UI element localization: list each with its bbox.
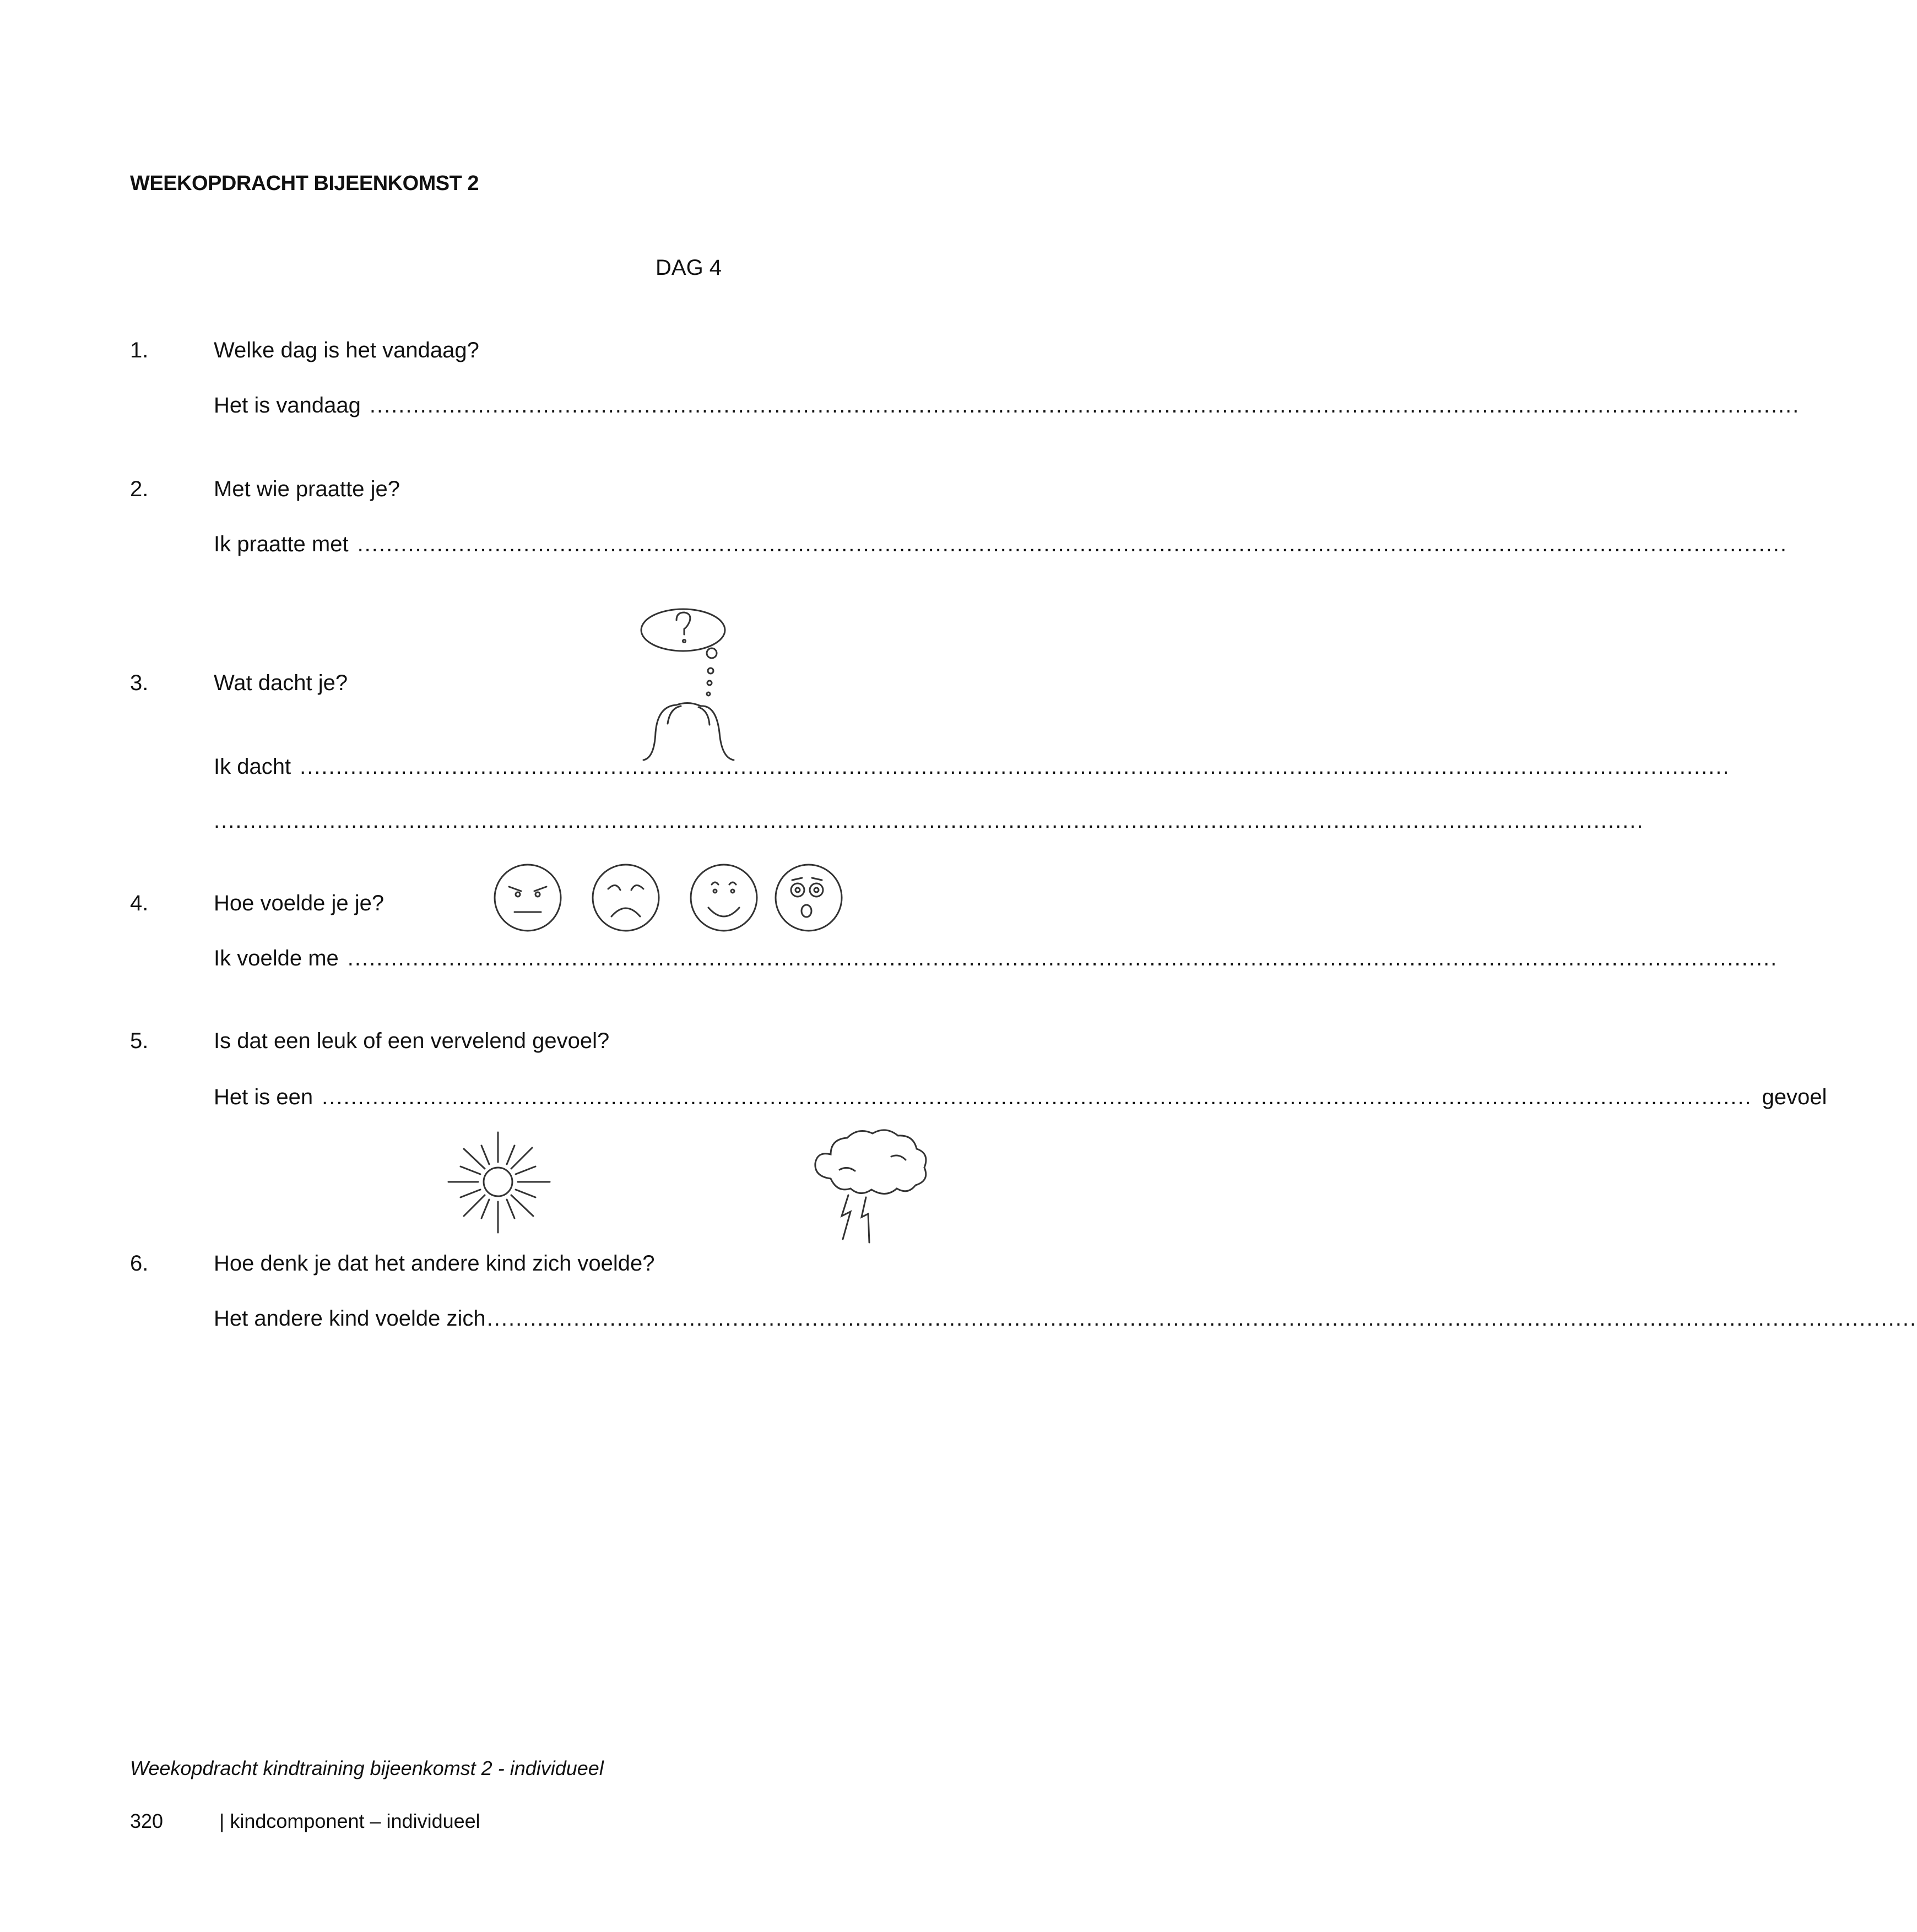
footer-caption: Weekopdracht kindtraining bijeenkomst 2 - individueel <box>130 1757 604 1779</box>
answer-2-line[interactable] <box>214 532 1788 557</box>
question-3-text: Wat dacht je? <box>214 671 348 695</box>
answer-3-dots: ...................................................................................................................................................................................................... <box>300 755 1730 779</box>
answer-4-line[interactable] <box>214 946 1778 971</box>
happy-face-icon <box>685 859 762 936</box>
question-2-text: Met wie praatte je? <box>214 477 400 501</box>
answer-5-label: Het is een <box>214 1085 313 1109</box>
sun-icon <box>442 1127 557 1237</box>
angry-face-icon <box>489 859 566 936</box>
answer-2-label: Ik praatte met <box>214 532 349 556</box>
answer-4-dots: ...................................................................................................................................................................................................... <box>347 946 1778 970</box>
answer-6-label: Het andere kind voelde zich <box>214 1306 486 1331</box>
sad-face-icon <box>587 859 664 936</box>
page-number: 320 <box>130 1810 164 1832</box>
answer-3-line[interactable] <box>214 755 1730 779</box>
answer-5-line[interactable] <box>214 1085 1827 1110</box>
question-5-text: Is dat een leuk of een vervelend gevoel? <box>214 1029 610 1053</box>
storm-cloud-icon <box>809 1124 941 1245</box>
question-6-number: 6. <box>130 1251 149 1276</box>
footer-section: | kindcomponent – individueel <box>219 1810 480 1832</box>
answer-1-dots: ...................................................................................................................................................................................................... <box>369 393 1800 417</box>
question-1-text: Welke dag is het vandaag? <box>214 338 479 362</box>
question-4-number: 4. <box>130 891 149 915</box>
answer-4-label: Ik voelde me <box>214 946 339 970</box>
answer-5-suffix: gevoel <box>1762 1085 1827 1109</box>
answer-6-dots: ...................................................................................................................................................................................................... <box>486 1306 1917 1331</box>
answer-6-line[interactable] <box>214 1306 1917 1331</box>
question-5-number: 5. <box>130 1029 149 1053</box>
answer-3-extra-line[interactable] <box>214 808 1644 833</box>
answer-5-dots: ...................................................................................................................................................................................................... <box>322 1085 1752 1109</box>
question-4-text: Hoe voelde je je? <box>214 891 385 915</box>
page-title: WEEKOPDRACHT BIJEENKOMST 2 <box>130 172 479 195</box>
answer-1-line[interactable] <box>214 393 1800 418</box>
answer-1-label: Het is vandaag <box>214 393 361 417</box>
thinking-person-icon <box>633 600 755 766</box>
question-1-number: 1. <box>130 338 149 362</box>
question-3-number: 3. <box>130 671 149 695</box>
answer-2-dots: ...................................................................................................................................................................................................... <box>357 532 1788 556</box>
question-2-number: 2. <box>130 477 149 501</box>
answer-3-extra-dots: ...................................................................................................................................................................................................... <box>214 808 1644 833</box>
day-heading: DAG 4 <box>656 256 722 280</box>
surprised-face-icon <box>770 859 847 936</box>
question-6-text: Hoe denk je dat het andere kind zich voelde? <box>214 1251 655 1276</box>
answer-3-label: Ik dacht <box>214 755 291 779</box>
